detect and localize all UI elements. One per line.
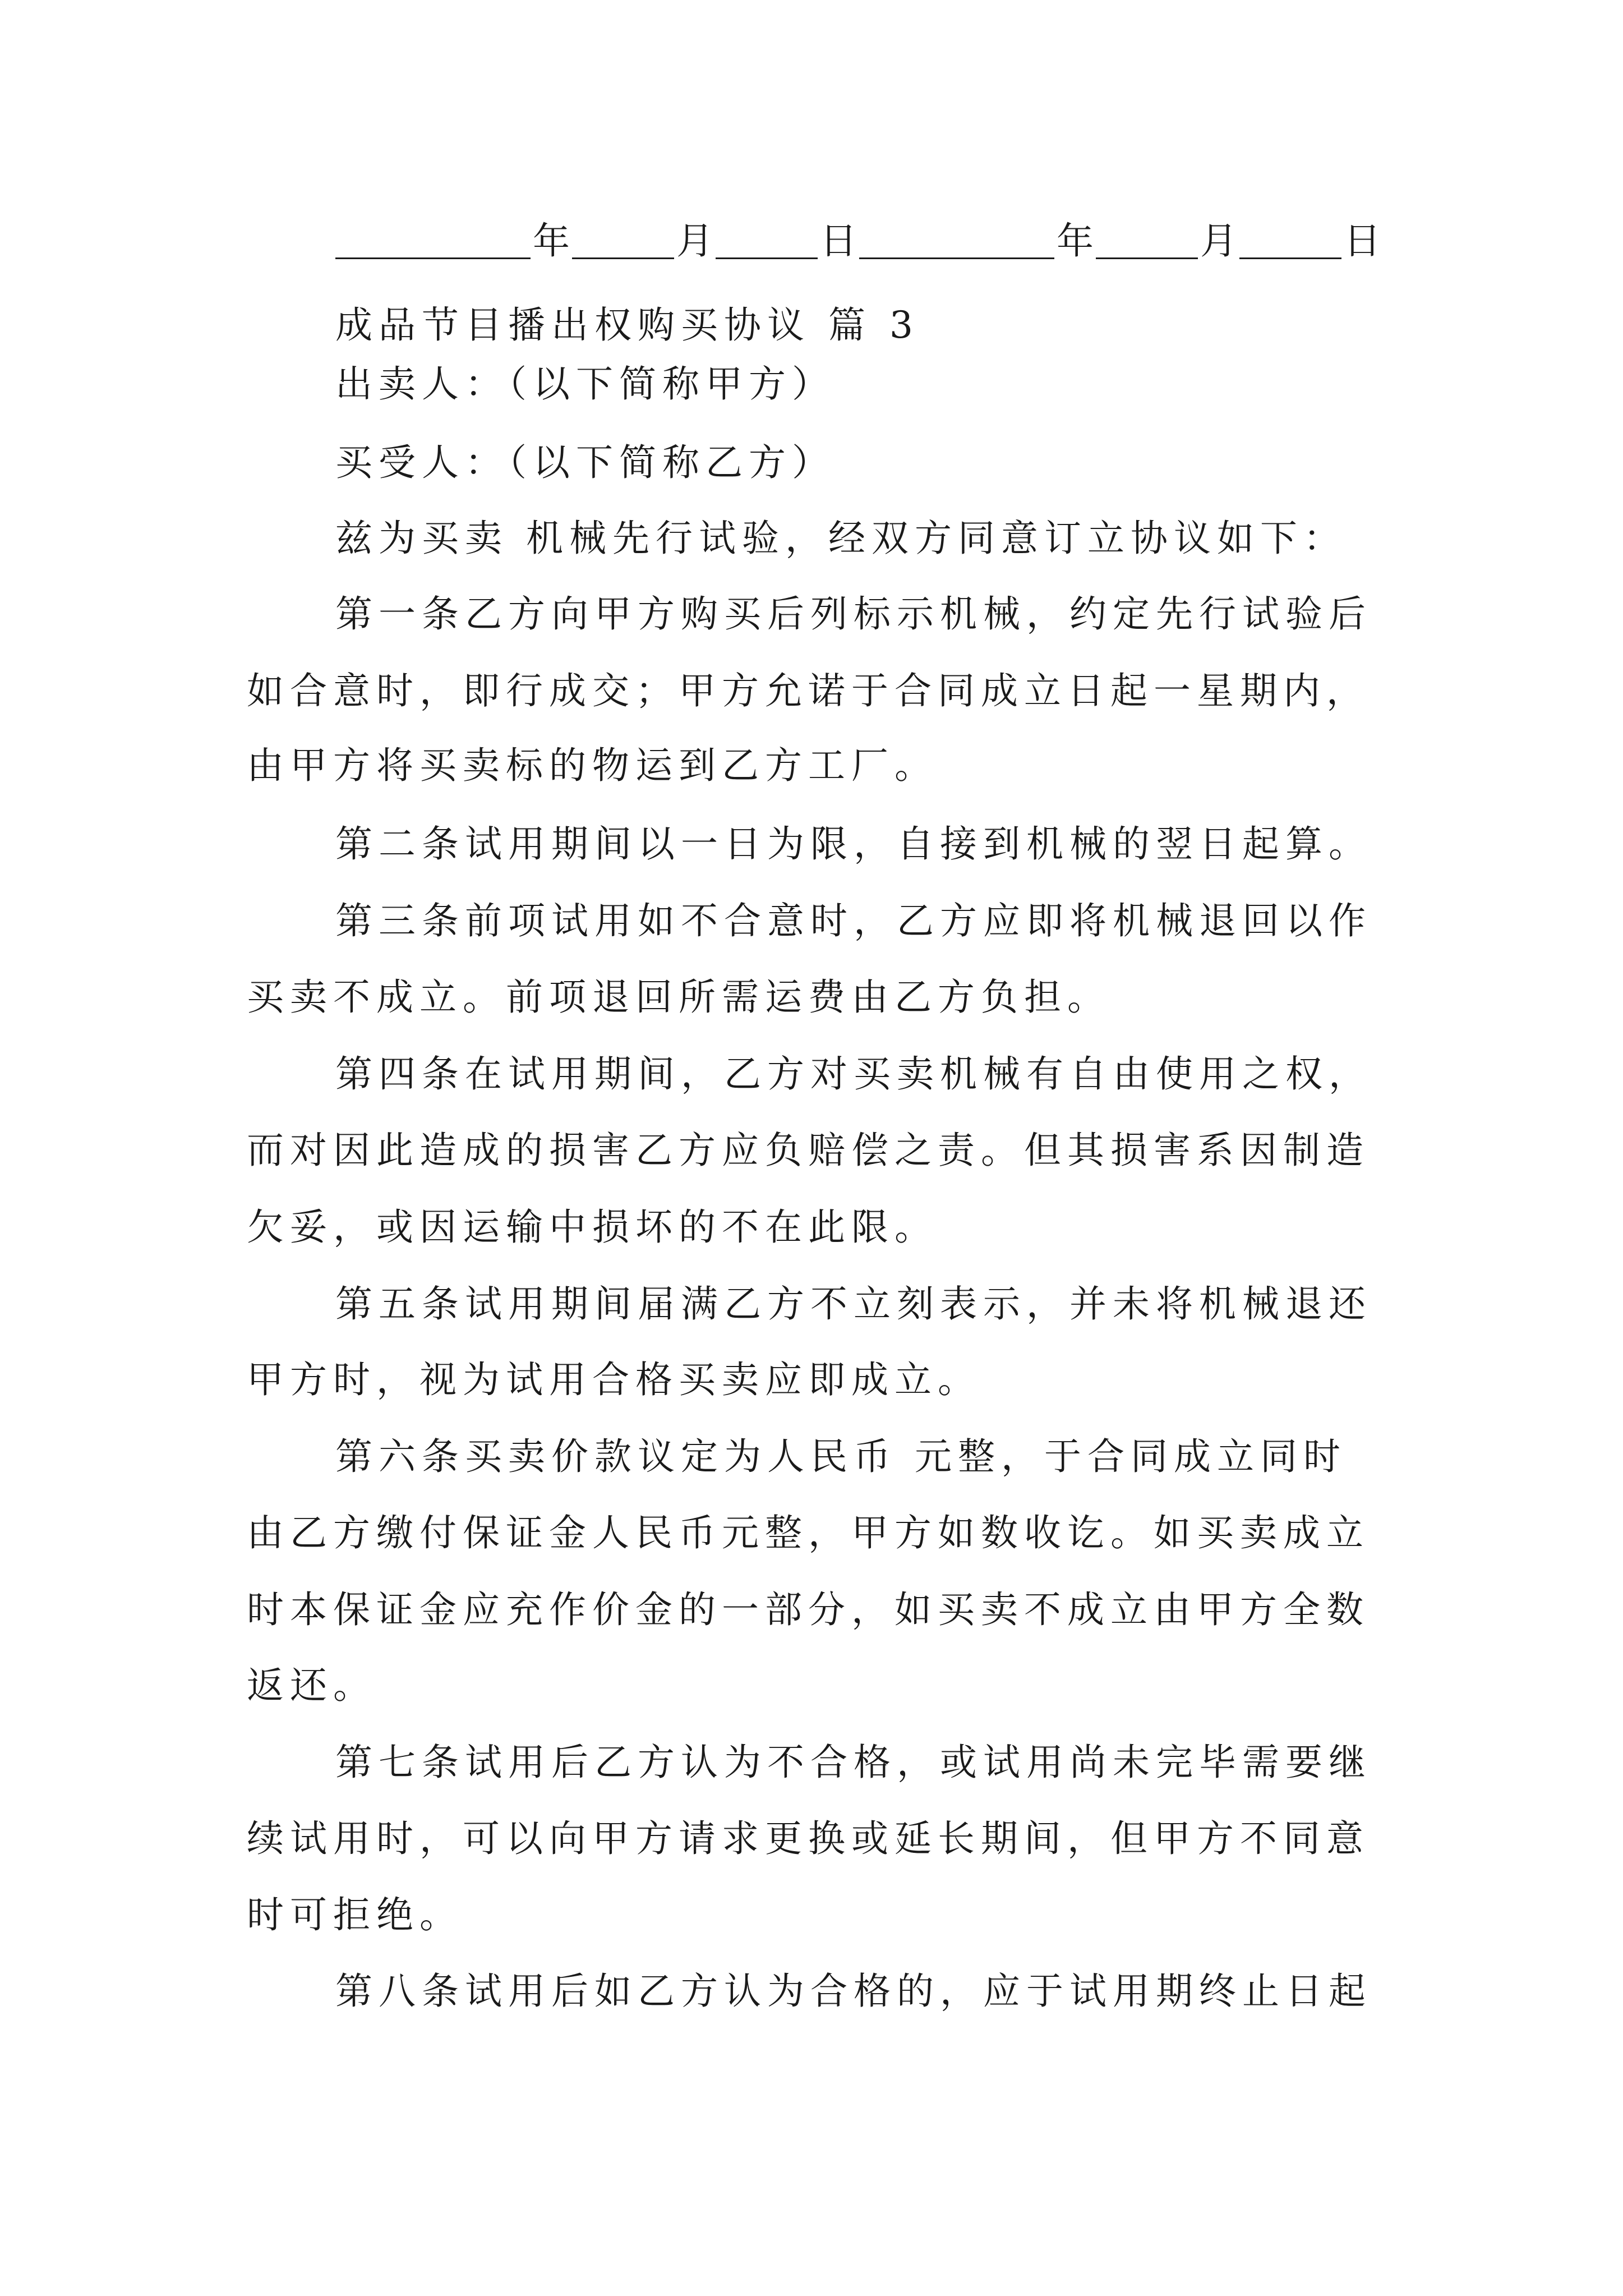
- article-5-line-2: 甲方时，视为试用合格买卖应即成立。: [247, 1358, 981, 1401]
- day-label-2: 日: [1344, 219, 1381, 263]
- year-label-1: 年: [533, 219, 570, 263]
- day-blank-1: [716, 216, 818, 259]
- day-blank-2: [1239, 216, 1341, 259]
- month-blank-2: [1096, 216, 1198, 259]
- year-blank-1: [335, 216, 531, 259]
- article-1-line-3: 由甲方将买卖标的物运到乙方工厂。: [247, 744, 938, 787]
- article-1-line-1: 第一条乙方向甲方购买后列标示机械，约定先行试验后: [335, 592, 1372, 636]
- preamble-line: 兹为买卖 机械先行试验，经双方同意订立协议如下：: [335, 517, 1347, 560]
- article-3-line-1: 第三条前项试用如不合意时，乙方应即将机械退回以作: [335, 899, 1372, 942]
- year-blank-2: [859, 216, 1054, 259]
- article-7-line-2: 续试用时，可以向甲方请求更换或延长期间，但甲方不同意: [247, 1817, 1370, 1860]
- article-4-line-3: 欠妥，或因运输中损坏的不在此限。: [247, 1205, 938, 1249]
- month-blank-1: [572, 216, 674, 259]
- month-label-2: 月: [1200, 219, 1237, 263]
- year-label-2: 年: [1057, 219, 1094, 263]
- article-7-line-1: 第七条试用后乙方认为不合格，或试用尚未完毕需要继: [335, 1741, 1372, 1784]
- article-5-line-1: 第五条试用期间届满乙方不立刻表示，并未将机械退还: [335, 1282, 1372, 1326]
- month-label-1: 月: [676, 219, 713, 263]
- article-4-line-1: 第四条在试用期间，乙方对买卖机械有自由使用之权，: [335, 1052, 1372, 1096]
- article-7-line-3: 时可拒绝。: [247, 1893, 463, 1936]
- buyer-line: 买受人：（以下简称乙方）: [335, 441, 835, 484]
- article-8-line-1: 第八条试用后如乙方认为合格的，应于试用期终止日起: [335, 1970, 1372, 2013]
- article-4-line-2: 而对因此造成的损害乙方应负赔偿之责。但其损害系因制造: [247, 1129, 1370, 1172]
- article-6-line-2: 由乙方缴付保证金人民币元整，甲方如数收讫。如买卖成立: [247, 1511, 1370, 1554]
- article-6-line-3: 时本保证金应充作价金的一部分，如买卖不成立由甲方全数: [247, 1588, 1370, 1631]
- seller-line: 出卖人：（以下简称甲方）: [335, 362, 835, 406]
- article-6-line-4: 返还。: [247, 1664, 376, 1707]
- article-1-line-2: 如合意时，即行成交；甲方允诺于合同成立日起一星期内，: [247, 669, 1370, 712]
- article-3-line-2: 买卖不成立。前项退回所需运费由乙方负担。: [247, 976, 1110, 1019]
- section-title: 成品节目播出权购买协议 篇 3: [335, 303, 919, 347]
- article-2-line-1: 第二条试用期间以一日为限，自接到机械的翌日起算。: [335, 822, 1372, 866]
- article-6-line-1: 第六条买卖价款议定为人民币 元整，于合同成立同时: [335, 1435, 1347, 1478]
- signature-date-line: [335, 216, 1383, 266]
- day-label-1: 日: [820, 219, 857, 263]
